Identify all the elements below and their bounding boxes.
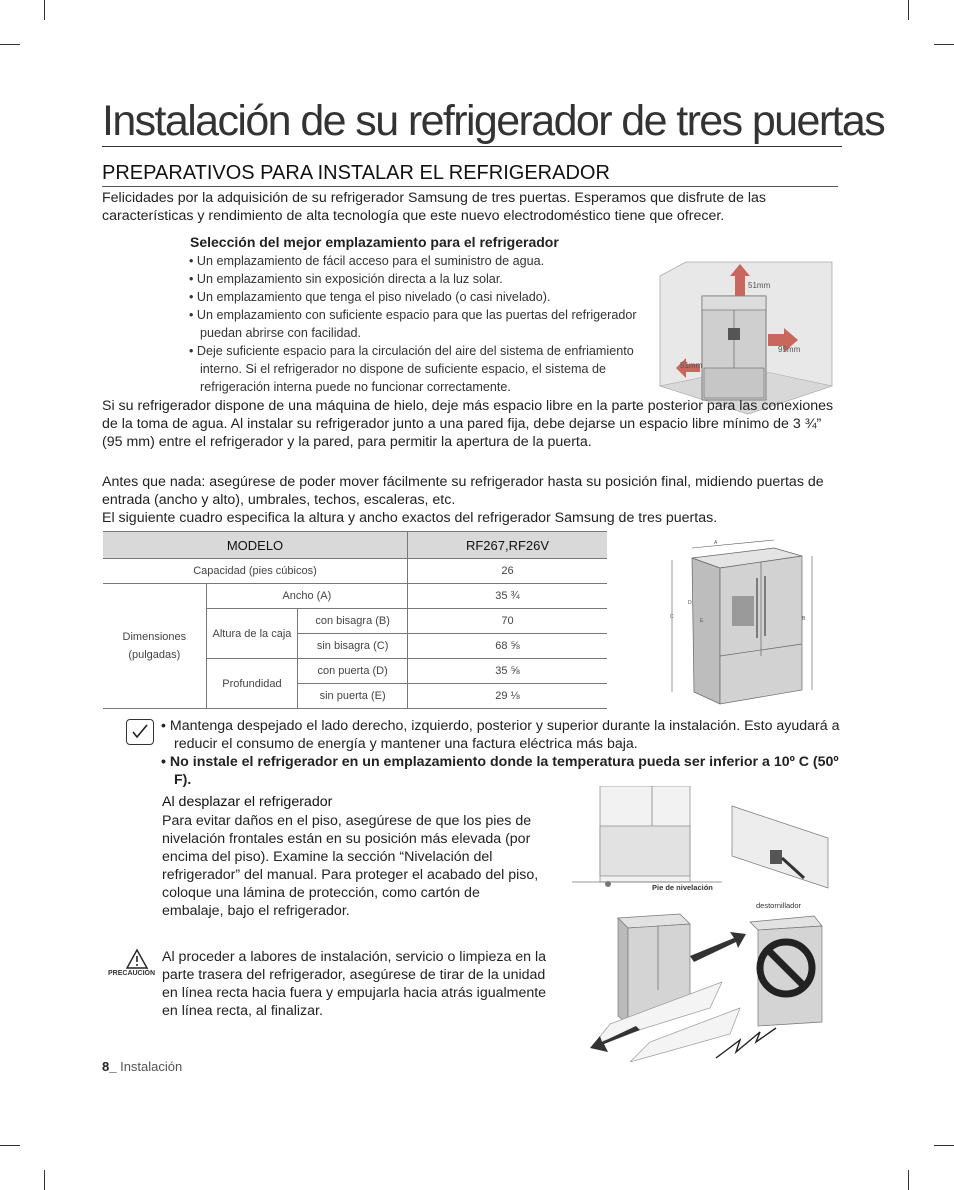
- door-d-value: 35 ⅝: [408, 659, 608, 684]
- list-item: • Un emplazamiento sin exposición directa a la luz solar.: [189, 272, 503, 286]
- crop-mark: [908, 1170, 909, 1190]
- no-hinge-c-value: 68 ⅝: [408, 634, 608, 659]
- dimension-d-label: D: [688, 600, 692, 606]
- page-footer: [102, 1059, 182, 1074]
- dimension-e-label: E: [700, 618, 704, 624]
- intro-paragraph: Felicidades por la adquisición de su refrigerador Samsung de tres puertas. Esperamos que disfrute de las características y rendimiento de alta tecnología que este nuevo electrodoméstico tiene que ofrecer.: [102, 190, 767, 224]
- crop-mark: [908, 0, 909, 20]
- location-list: [188, 252, 668, 396]
- list-item: • Deje suficiente espacio para la circulación del aire del sistema de enfriamiento interno. Si el refrigerador no dispone de suficiente espacio, el sistema de refrigeración interna puede no funcionar correctamente.: [189, 344, 634, 394]
- moving-heading: Al desplazar el refrigerador: [162, 794, 333, 810]
- crop-mark: [44, 1170, 45, 1190]
- no-door-e-value: 29 ⅛: [408, 684, 608, 709]
- page-number: 8_: [102, 1059, 117, 1074]
- footer-section: Instalación: [116, 1059, 183, 1074]
- capacity-value: 26: [408, 559, 608, 584]
- crop-mark: [0, 44, 20, 45]
- capacity-label: Capacidad (pies cúbicos): [103, 559, 408, 584]
- crop-mark: [0, 1145, 20, 1146]
- note-item-bold: • No instale el refrigerador en un emplazamiento donde la temperatura pueda ser inferior a 10º C (50º F).: [161, 754, 839, 788]
- warning-icon: [125, 948, 149, 970]
- notes-list: [160, 717, 840, 789]
- leveling-illustration: [572, 786, 834, 912]
- clearance-side-label: 95mm: [778, 345, 801, 354]
- dimension-b-label: B: [802, 616, 806, 622]
- dimension-c-label: C: [670, 614, 674, 620]
- leveling-foot-label: Pie de nivelación: [652, 883, 713, 892]
- before-paragraph: Antes que nada: asegúrese de poder mover fácilmente su refrigerador hasta su posición final, midiendo puertas de entrada (ancho y alto), umbrales, techos, escaleras, etc.: [102, 474, 824, 508]
- hinge-b-value: 70: [408, 609, 608, 634]
- dimension-illustration: [664, 538, 824, 710]
- crop-mark: [44, 0, 45, 20]
- table-header-model: MODELO: [103, 532, 408, 559]
- no-hinge-c-label: sin bisagra (C): [298, 634, 408, 659]
- depth-label: Profundidad: [206, 659, 298, 709]
- section-title: PREPARATIVOS PARA INSTALAR EL REFRIGERADOR: [102, 160, 838, 187]
- list-item: • Un emplazamiento de fácil acceso para el suministro de agua.: [189, 254, 545, 268]
- page-title: Instalación de su refrigerador de tres puertas: [102, 97, 885, 145]
- crop-mark: [934, 1145, 954, 1146]
- ice-maker-paragraph: Si su refrigerador dispone de una máquina de hielo, deje más espacio libre en la parte posterior para las conexiones de la toma de agua. Al instalar su refrigerador junto a una pared fija, debe dejarse un espacio libre mínimo de 3 ¾” (95 mm) entre el refrigerador y la pared, para permitir la apertura de la puerta.: [102, 398, 834, 450]
- moving-illustration: [590, 912, 836, 1062]
- dimensions-label: [103, 584, 206, 709]
- note-icon: [126, 719, 154, 745]
- location-heading: Selección del mejor emplazamiento para el refrigerador: [190, 234, 559, 250]
- width-label: Ancho (A): [206, 584, 407, 609]
- clearance-left-label: 51mm: [680, 361, 703, 370]
- no-door-e-label: sin puerta (E): [298, 684, 408, 709]
- moving-paragraph: Para evitar daños en el piso, asegúrese de que los pies de nivelación frontales están en su posición más elevada (por encima del piso). Examine la sección “Nivelación del refrigerador” del manual. Para proteger el acabado del piso, coloque una lámina de protección, como cartón de embalaje, bajo el refrigerador.: [162, 813, 539, 919]
- clearance-top-label: 51mm: [748, 281, 771, 290]
- list-item: • Un emplazamiento que tenga el piso nivelado (o casi nivelado).: [189, 290, 551, 304]
- table-header-value: RF267,RF26V: [408, 532, 608, 559]
- door-d-label: con puerta (D): [298, 659, 408, 684]
- caution-label: PRECAUCIÓN: [108, 970, 156, 977]
- crop-mark: [934, 44, 954, 45]
- height-label: Altura de la caja: [206, 609, 298, 659]
- dimension-a-label: A: [714, 540, 718, 546]
- width-value: 35 ¾: [408, 584, 608, 609]
- clearance-illustration: [656, 256, 834, 418]
- spec-table: [103, 531, 607, 709]
- spec-paragraph: El siguiente cuadro especifica la altura y ancho exactos del refrigerador Samsung de tres puertas.: [102, 510, 718, 526]
- table-row: [103, 584, 607, 609]
- pencil-icon: [127, 720, 153, 744]
- caution-paragraph: Al proceder a labores de instalación, servicio o limpieza en la parte trasera del refrigerador, asegúrese de tirar de la unidad en línea recta hacia fuera y empujarla hacia atrás igualmente en línea recta, al finalizar.: [162, 949, 547, 1019]
- list-item: • Un emplazamiento con suficiente espacio para que las puertas del refrigerador puedan abrirse con facilidad.: [189, 308, 637, 340]
- table-row: [103, 559, 607, 584]
- screwdriver-label: destornillador: [756, 901, 802, 910]
- hinge-b-label: con bisagra (B): [298, 609, 408, 634]
- dimensions-label-text: Dimensiones (pulgadas): [122, 631, 187, 661]
- note-item: • Mantenga despejado el lado derecho, izquierdo, posterior y superior durante la instalación. Esto ayudará a reducir el consumo de energía y mantener una factura eléctrica más baja.: [161, 718, 840, 752]
